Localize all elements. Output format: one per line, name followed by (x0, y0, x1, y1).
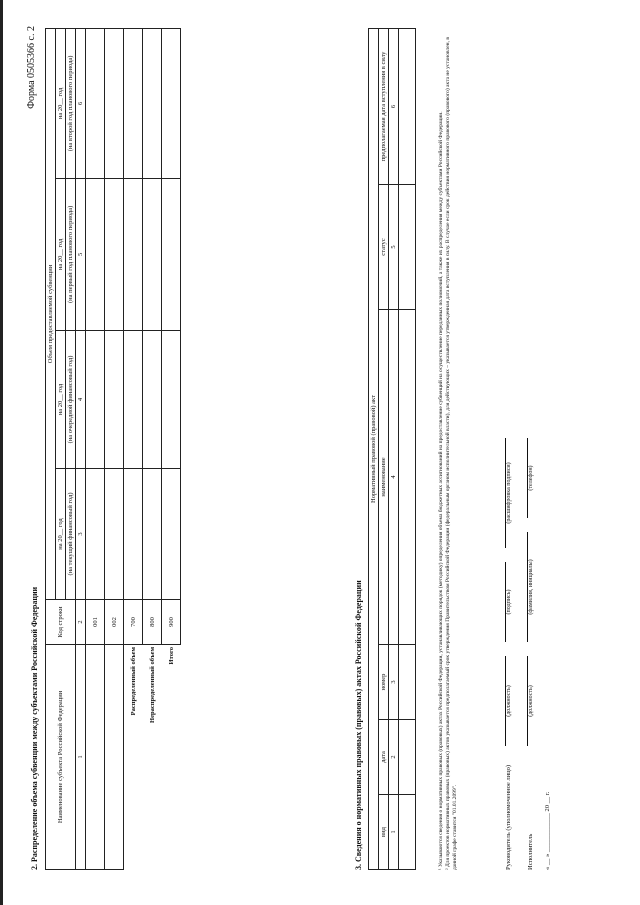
table-cell (86, 29, 105, 179)
table-cell (399, 185, 416, 310)
table-cell (124, 29, 143, 179)
position-label: (должность) (506, 685, 512, 717)
act-col: статус (379, 185, 389, 310)
header-year6-note: (на второй год планового периода) (66, 29, 76, 179)
header-year6: на 20__ год (56, 29, 66, 179)
sum-code: 700 (124, 600, 143, 645)
fio-label: (фамилия, инициалы) (528, 559, 534, 615)
sum-label: Распределенный объем (129, 647, 137, 716)
head-label: Руководитель (уполномоченное лицо) (505, 764, 512, 870)
table-cell (399, 310, 416, 645)
footnote-2: ² Для проектов нормативных правовых (правовых) актов указывается предполагаемый срок утверждения Правительством Российской Федерации (федеральным органом исполнительной власти), для действующих – указывается утвержденная дата вступления в силу. В случае если срок действия нормативного правового (правового) акта не установлен, в данной графе ставится "01.01.2099". (445, 37, 458, 870)
table-cell (124, 178, 143, 330)
col-num: 4 (76, 330, 86, 468)
table-cell (162, 330, 181, 468)
sum-code: 800 (143, 600, 162, 645)
table-cell (105, 178, 124, 330)
header-year3-note: (на текущий финансовый год) (66, 469, 76, 600)
form-code: Форма 0505366 с. 2 (26, 26, 37, 109)
position2-label: (должность) (528, 685, 534, 717)
col-num: 6 (389, 29, 399, 185)
col-num: 5 (389, 185, 399, 310)
table-cell (143, 178, 162, 330)
table-cell (399, 795, 416, 870)
row-code: 001 (86, 600, 105, 645)
phone-label: (телефон) (528, 465, 534, 491)
row-code: 002 (105, 600, 124, 645)
sum-code: 900 (162, 600, 181, 645)
header-year4: на 20__ год (56, 330, 66, 468)
table-cell (143, 330, 162, 468)
table-cell (399, 29, 416, 185)
legal-acts-table (368, 28, 416, 870)
table-cell (86, 645, 105, 870)
col-num: 4 (389, 310, 399, 645)
act-col: дата (379, 720, 389, 795)
date-line: « __ » ____________ 20 __ г. (544, 791, 551, 870)
header-year5: на 20__ год (56, 178, 66, 330)
section3-title: 3. Сведения о нормативных правовых (правовых) актах Российской Федерации (354, 580, 363, 870)
table-cell (143, 469, 162, 600)
act-col: предполагаемая дата вступления в силу (379, 29, 389, 185)
footnotes (438, 30, 459, 870)
table-cell (143, 29, 162, 179)
table-cell (105, 330, 124, 468)
col-num: 1 (76, 645, 86, 870)
col-num: 3 (389, 645, 399, 720)
col-num: 3 (76, 469, 86, 600)
table-cell (105, 29, 124, 179)
rotated-form (20, 12, 620, 892)
header-name: Наименование субъекта Российской Федерации (46, 645, 76, 870)
header-year4-note: (на очередной финансовый год) (66, 330, 76, 468)
act-col: номер (379, 645, 389, 720)
act-col: наименование (379, 310, 389, 645)
col-num: 6 (76, 29, 86, 179)
table-cell (162, 469, 181, 600)
table-cell (162, 178, 181, 330)
table-cell (162, 29, 181, 179)
sum-label: Нераспределенный объем (148, 647, 156, 723)
table-cell (105, 469, 124, 600)
col-num: 2 (389, 720, 399, 795)
table-cell (399, 645, 416, 720)
col-num: 5 (76, 178, 86, 330)
table-cell (124, 330, 143, 468)
scan-edge (0, 0, 3, 905)
col-num: 1 (389, 795, 399, 870)
section2-title: 2. Распределение объема субвенции между субъектами Российской Федерации (30, 586, 39, 870)
sum-label: Итого (167, 647, 175, 665)
table-cell (86, 469, 105, 600)
header-code: Код строки (46, 600, 76, 645)
signature-block (498, 30, 551, 870)
header-year3: на 20__ год (56, 469, 66, 600)
footnote-1: ¹ Указываются сведения о нормативных правовых (правовых) актах Российской Федерации, устанавливающих порядок (методику) определения объема бюджетных ассигнований на предоставление субвенций на осуществление переданных полномочий, а также их распределения между субъектами Российской Федерации. (438, 111, 444, 870)
table-cell (124, 469, 143, 600)
header-year5-note: (на первый год планового периода) (66, 178, 76, 330)
act-col: вид (379, 795, 389, 870)
col-num: 2 (76, 600, 86, 645)
table-cell (86, 178, 105, 330)
executor-label: Исполнитель (527, 833, 534, 870)
signature-label: (подпись) (506, 589, 512, 615)
table-cell (86, 330, 105, 468)
act-header: Нормативный правовой (правовой) акт (369, 29, 379, 870)
subvention-distribution-table (45, 28, 181, 870)
table-cell (105, 645, 124, 870)
header-volume: Объем предоставляемой субвенции (46, 29, 56, 600)
decoding-label: (расшифровка подписи) (506, 462, 512, 524)
table-cell (399, 720, 416, 795)
